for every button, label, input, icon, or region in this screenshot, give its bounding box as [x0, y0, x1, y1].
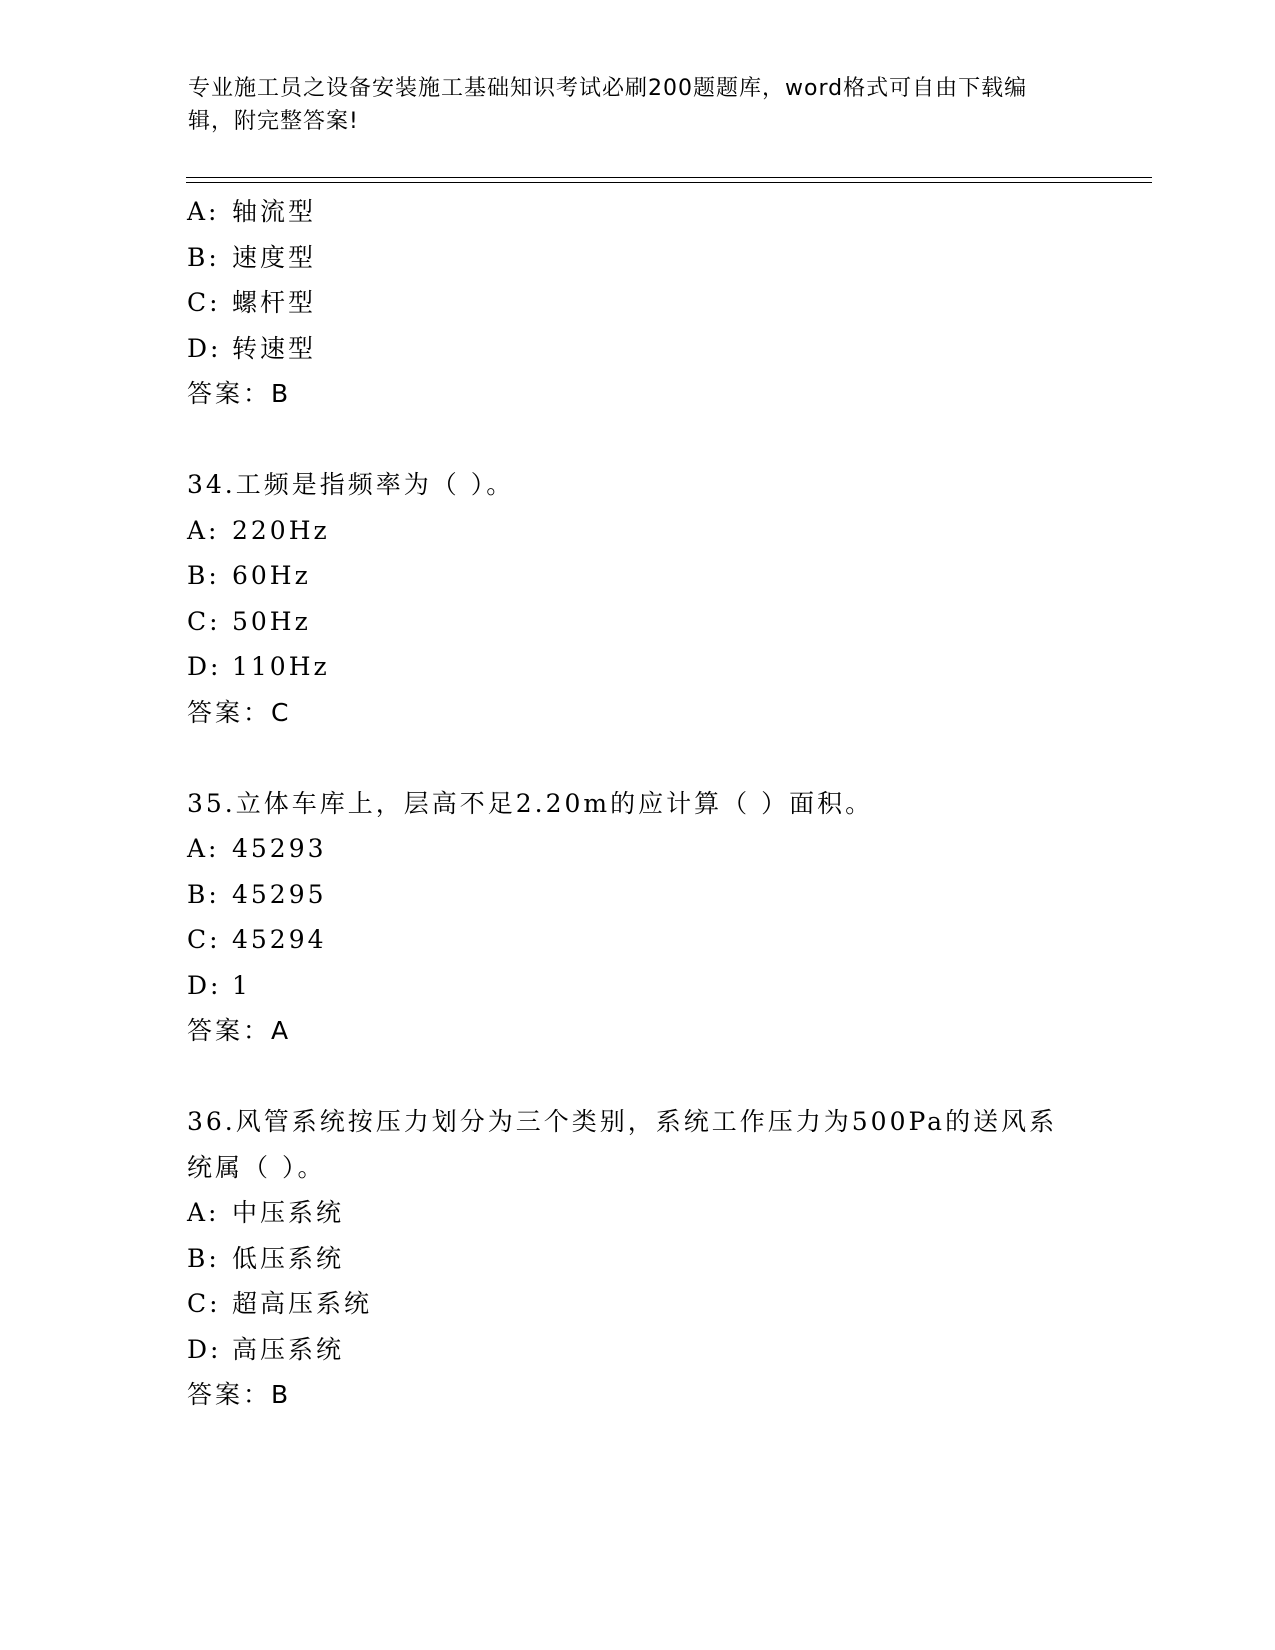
option-c — [187, 1281, 1087, 1327]
option-label: D: — [187, 652, 222, 681]
option-text: 高压系统 — [232, 1334, 345, 1364]
option-label: C: — [187, 1289, 221, 1318]
option-text: 轴流型 — [232, 197, 317, 226]
option-a — [187, 508, 1087, 554]
option-text: 50Hz — [232, 606, 311, 636]
option-label: B: — [187, 879, 220, 909]
option-c — [187, 917, 1087, 963]
option-label: C: — [187, 925, 221, 954]
option-label: D: — [187, 1334, 222, 1364]
option-text: 110Hz — [232, 652, 330, 681]
answer-line: 答案：A — [187, 1016, 292, 1045]
document-header: 专业施工员之设备安装施工基础知识考试必刷200题题库，word格式可自由下载编辑，附完整答案! — [188, 76, 1028, 134]
option-a — [187, 189, 1087, 235]
question-text: 35.立体车库上，层高不足2.20m的应计算（ ）面积。 — [187, 788, 874, 818]
option-text: 超高压系统 — [232, 1289, 373, 1318]
option-label: A: — [187, 515, 220, 545]
option-d — [187, 326, 1087, 372]
option-label: A: — [187, 1198, 220, 1227]
answer-line: 答案：B — [187, 1380, 292, 1409]
header-rule-bottom — [186, 182, 1152, 183]
option-label: A: — [187, 197, 220, 226]
option-d — [187, 1327, 1087, 1373]
question-block — [187, 462, 1087, 735]
option-label: C: — [187, 288, 221, 317]
option-text: 转速型 — [232, 333, 317, 363]
option-label: D: — [187, 333, 222, 363]
answer-line: 答案：C — [187, 697, 292, 727]
option-d — [187, 644, 1087, 690]
option-a — [187, 1190, 1087, 1236]
spacer — [187, 735, 1087, 781]
option-label: B: — [187, 1243, 220, 1273]
option-text: 中压系统 — [232, 1198, 345, 1227]
option-text: 45293 — [232, 834, 327, 863]
option-c — [187, 599, 1087, 645]
option-text: 速度型 — [232, 242, 317, 272]
option-b — [187, 1236, 1087, 1282]
spacer — [187, 1054, 1087, 1100]
question-block — [187, 781, 1087, 1054]
option-c — [187, 280, 1087, 326]
option-b — [187, 235, 1087, 281]
option-text: 60Hz — [232, 561, 311, 590]
spacer — [187, 417, 1087, 463]
option-label: B: — [187, 561, 220, 590]
option-text: 45294 — [232, 925, 327, 954]
option-text: 220Hz — [232, 515, 330, 545]
question-list — [187, 189, 1087, 1418]
option-b — [187, 553, 1087, 599]
option-label: A: — [187, 834, 220, 863]
question-block — [187, 189, 1087, 417]
option-b — [187, 872, 1087, 918]
option-label: D: — [187, 970, 222, 1000]
header-rule-top — [186, 177, 1152, 178]
question-text: 34.工频是指频率为（ ）。 — [187, 470, 515, 499]
option-d — [187, 963, 1087, 1009]
option-text: 低压系统 — [232, 1243, 345, 1273]
option-text: 45295 — [232, 879, 327, 909]
answer-line: 答案：B — [187, 379, 292, 408]
option-text: 螺杆型 — [232, 288, 317, 317]
option-a — [187, 826, 1087, 872]
option-label: C: — [187, 606, 221, 636]
question-text: 36.风管系统按压力划分为三个类别，系统工作压力为500Pa的送风系统属（ ）。 — [187, 1107, 1058, 1182]
option-label: B: — [187, 242, 220, 272]
option-text: 1 — [232, 970, 251, 1000]
question-block — [187, 1099, 1087, 1418]
